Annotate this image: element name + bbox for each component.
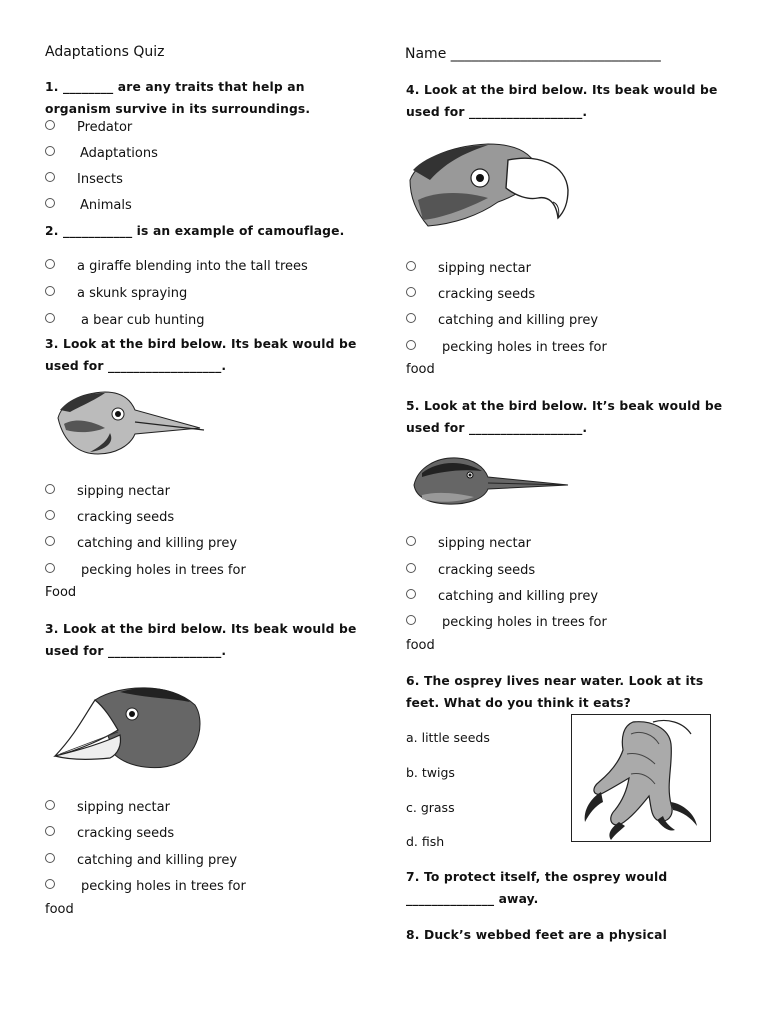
option-label: sipping nectar — [77, 484, 170, 499]
q6-answer-b[interactable]: b. twigs — [406, 765, 455, 780]
q1-option-adaptations[interactable] — [45, 146, 158, 161]
q6-answer-a[interactable]: a. little seeds — [406, 730, 490, 745]
question-6 — [406, 670, 736, 714]
q1-option-insects[interactable] — [45, 172, 123, 187]
q3b-option-pecking-holes[interactable] — [45, 879, 246, 894]
q3a-option-sipping-nectar[interactable] — [45, 484, 170, 499]
q5-option-sipping-nectar[interactable] — [406, 536, 531, 551]
option-label: pecking holes in trees for — [81, 879, 246, 894]
woodpecker-head-image — [50, 388, 210, 458]
radio-button[interactable] — [45, 172, 55, 182]
radio-button[interactable] — [45, 853, 55, 863]
radio-button[interactable] — [406, 615, 416, 625]
question-3a — [45, 333, 365, 377]
question-4-line-2: used for __________________. — [406, 105, 588, 119]
q6-answer-c[interactable]: c. grass — [406, 800, 455, 815]
option-label: Predator — [77, 120, 133, 135]
question-8: 8. Duck’s webbed feet are a physical — [406, 928, 667, 942]
question-3b — [45, 618, 365, 662]
option-label: sipping nectar — [77, 800, 170, 815]
question-3a-line-1: 3. Look at the bird below. Its beak would be — [45, 337, 357, 351]
q3a-option-catching-prey[interactable] — [45, 536, 237, 551]
radio-button[interactable] — [406, 287, 416, 297]
radio-button[interactable] — [45, 536, 55, 546]
q4-option-catching-prey[interactable] — [406, 313, 598, 328]
q4-option-pecking-holes[interactable] — [406, 340, 607, 355]
question-7 — [406, 866, 736, 910]
question-3a-line-2: used for __________________. — [45, 359, 227, 373]
option-label: Insects — [77, 172, 123, 187]
q1-option-animals[interactable] — [45, 198, 132, 213]
q2-option-bear-cub[interactable] — [45, 313, 204, 328]
radio-button[interactable] — [45, 286, 55, 296]
q4-option-continuation: food — [406, 362, 435, 377]
q4-option-sipping-nectar[interactable] — [406, 261, 531, 276]
question-1-line-1: 1. ________ are any traits that help an — [45, 80, 305, 94]
option-label: cracking seeds — [438, 287, 536, 302]
radio-button[interactable] — [45, 198, 55, 208]
option-label: sipping nectar — [438, 536, 531, 551]
radio-button[interactable] — [406, 261, 416, 271]
option-label: a skunk spraying — [77, 286, 188, 301]
name-field-label: Name ______________________________ — [405, 46, 661, 62]
option-label: catching and killing prey — [77, 853, 238, 868]
radio-button[interactable] — [45, 510, 55, 520]
quiz-title: Adaptations Quiz — [45, 44, 165, 60]
q2-option-skunk[interactable] — [45, 286, 187, 301]
option-label: pecking holes in trees for — [442, 615, 607, 630]
radio-button[interactable] — [45, 313, 55, 323]
q5-option-catching-prey[interactable] — [406, 589, 598, 604]
q6-answer-d[interactable]: d. fish — [406, 834, 445, 849]
question-5-line-2: used for __________________. — [406, 421, 588, 435]
question-1-line-2: organism survive in its surroundings. — [45, 102, 311, 116]
question-2: 2. ___________ is an example of camouflage. — [45, 224, 345, 238]
radio-button[interactable] — [406, 589, 416, 599]
radio-button[interactable] — [406, 536, 416, 546]
radio-button[interactable] — [406, 563, 416, 573]
radio-button[interactable] — [45, 563, 55, 573]
question-3b-line-1: 3. Look at the bird below. Its beak would be — [45, 622, 357, 636]
question-4-line-1: 4. Look at the bird below. Its beak would be — [406, 83, 718, 97]
q3b-option-catching-prey[interactable] — [45, 853, 237, 868]
q4-option-cracking-seeds[interactable] — [406, 287, 535, 302]
radio-button[interactable] — [406, 313, 416, 323]
radio-button[interactable] — [45, 120, 55, 130]
question-6-line-2: feet. What do you think it eats? — [406, 696, 631, 710]
q1-option-predator[interactable] — [45, 120, 132, 135]
option-label: catching and killing prey — [438, 313, 599, 328]
question-3b-line-2: used for __________________. — [45, 644, 227, 658]
option-label: cracking seeds — [77, 826, 175, 841]
radio-button[interactable] — [45, 826, 55, 836]
question-6-line-1: 6. The osprey lives near water. Look at its — [406, 674, 704, 688]
option-label: cracking seeds — [438, 563, 536, 578]
q3b-option-sipping-nectar[interactable] — [45, 800, 170, 815]
question-5-line-1: 5. Look at the bird below. It’s beak would be — [406, 399, 723, 413]
question-1 — [45, 76, 365, 120]
q3b-option-continuation: food — [45, 902, 74, 917]
q2-option-giraffe[interactable] — [45, 259, 308, 274]
question-5 — [406, 395, 736, 439]
eagle-head-image — [408, 140, 573, 232]
radio-button[interactable] — [45, 484, 55, 494]
question-7-line-1: 7. To protect itself, the osprey would — [406, 870, 668, 884]
q3a-option-pecking-holes[interactable] — [45, 563, 246, 578]
radio-button[interactable] — [45, 879, 55, 889]
radio-button[interactable] — [45, 800, 55, 810]
q5-option-pecking-holes[interactable] — [406, 615, 607, 630]
radio-button[interactable] — [45, 146, 55, 156]
q3a-option-cracking-seeds[interactable] — [45, 510, 174, 525]
option-label: cracking seeds — [77, 510, 175, 525]
radio-button[interactable] — [45, 259, 55, 269]
q3b-option-cracking-seeds[interactable] — [45, 826, 174, 841]
option-label: Animals — [80, 198, 132, 213]
option-label: catching and killing prey — [438, 589, 599, 604]
finch-head-image — [50, 680, 210, 775]
question-7-line-2: ______________ away. — [406, 892, 539, 906]
option-label: pecking holes in trees for — [442, 340, 607, 355]
osprey-foot-image — [571, 714, 711, 842]
hummingbird-head-image — [412, 455, 572, 507]
q5-option-continuation: food — [406, 638, 435, 653]
option-label: catching and killing prey — [77, 536, 238, 551]
option-label: a giraffe blending into the tall trees — [77, 259, 308, 274]
q5-option-cracking-seeds[interactable] — [406, 563, 535, 578]
option-label: Adaptations — [80, 146, 158, 161]
q3a-option-continuation: Food — [45, 585, 77, 600]
option-label: a bear cub hunting — [81, 313, 205, 328]
option-label: pecking holes in trees for — [81, 563, 246, 578]
radio-button[interactable] — [406, 340, 416, 350]
question-4 — [406, 79, 736, 123]
option-label: sipping nectar — [438, 261, 531, 276]
